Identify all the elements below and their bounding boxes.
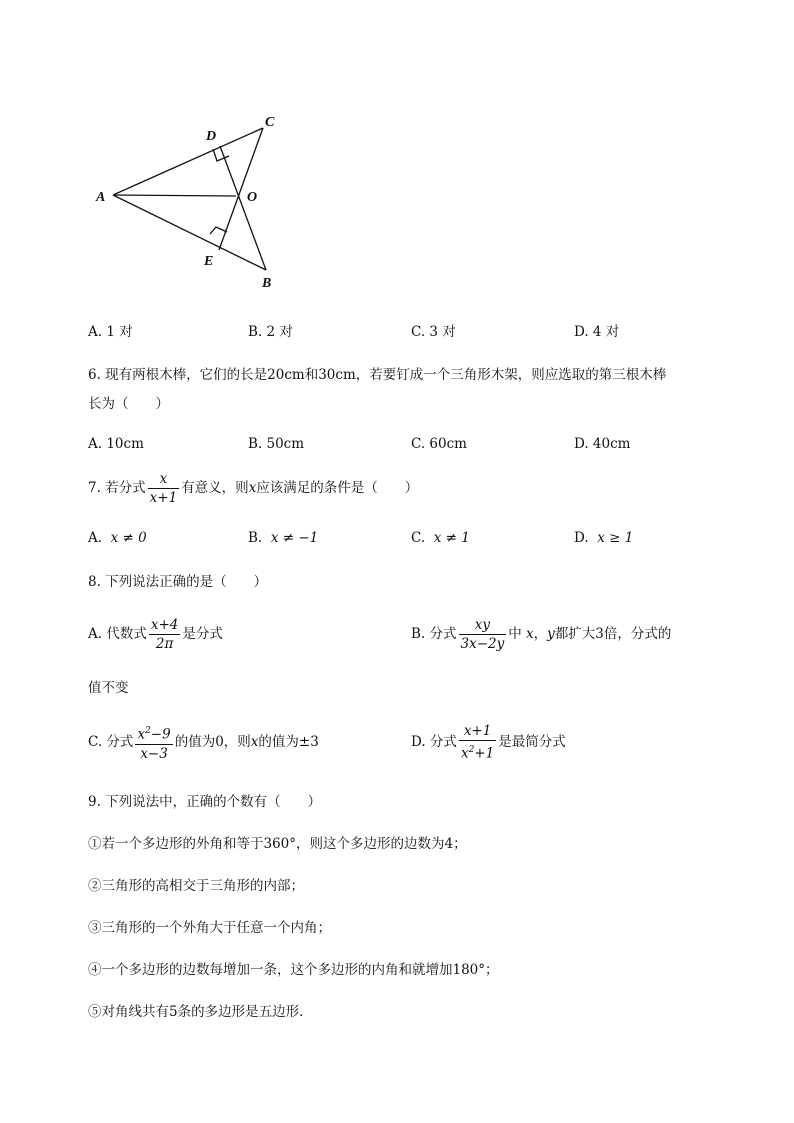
label-c: C — [265, 115, 275, 130]
q9-item-2: ②三角形的高相交于三角形的内部； — [88, 878, 304, 894]
label-b: B — [262, 276, 272, 291]
q6-stem-line1: 6. 现有两根木棒，它们的长是20cm和30cm，若要钉成一个三角形木架，则应选取的第三根木棒 — [88, 367, 667, 383]
q5-option-c: C. 3 对 — [411, 324, 456, 340]
label-a: A — [96, 190, 106, 205]
q8-option-c: C. 分式 $\frac{x^2-9}{x-3}$ 的值为0，则x的值为±3 — [88, 722, 319, 763]
q6-option-d: D. 40cm — [574, 436, 631, 452]
label-d: D — [206, 129, 217, 144]
q8-option-a: A. 代数式 $\frac{x+4}{2\pi}$ 是分式 — [88, 617, 223, 652]
q7-option-c: C. x ≠ 1 — [411, 530, 470, 546]
q6-stem-line2: 长为（ ） — [88, 396, 169, 412]
q6-option-a: A. 10cm — [88, 436, 144, 452]
q9-item-3: ③三角形的一个外角大于任意一个内角； — [88, 920, 331, 936]
q9-item-4: ④一个多边形的边数每增加一条，这个多边形的内角和就增加180°； — [88, 962, 499, 978]
q5-option-b: B. 2 对 — [248, 324, 293, 340]
label-o: O — [247, 190, 258, 205]
q6-option-b: B. 50cm — [248, 436, 305, 452]
q9-stem: 9. 下列说法中，正确的个数有（ ） — [88, 794, 322, 810]
q9-item-1: ①若一个多边形的外角和等于360°，则这个多边形的边数为4； — [88, 836, 467, 852]
q7-option-a: A. x ≠ 0 — [88, 530, 147, 546]
q8-option-d: D. 分式 $\frac{x+1}{x^2+1}$ 是最简分式 — [411, 723, 566, 762]
q9-item-5: ⑤对角线共有5条的多边形是五边形． — [88, 1004, 313, 1020]
q7-fraction: $\frac{x}{x+1}$ — [149, 471, 178, 506]
q7-option-d: D. x ≥ 1 — [574, 530, 634, 546]
q7-option-b: B. x ≠ −1 — [248, 530, 319, 546]
q5-option-d: D. 4 对 — [574, 324, 620, 340]
triangle-figure — [88, 108, 288, 298]
label-e: E — [204, 254, 214, 269]
q7-stem: 7. 若分式 $\frac{x}{x+1}$ 有意义，则x应该满足的条件是（ ） — [88, 471, 419, 506]
q5-option-a: A. 1 对 — [88, 324, 133, 340]
q8-option-b: B. 分式 $\frac{xy}{3x-2y}$ 中 x，y都扩大3倍，分式的 — [411, 617, 672, 652]
q8-option-b-continued: 值不变 — [88, 680, 129, 696]
q8-stem: 8. 下列说法正确的是（ ） — [88, 574, 268, 590]
q6-option-c: C. 60cm — [411, 436, 467, 452]
